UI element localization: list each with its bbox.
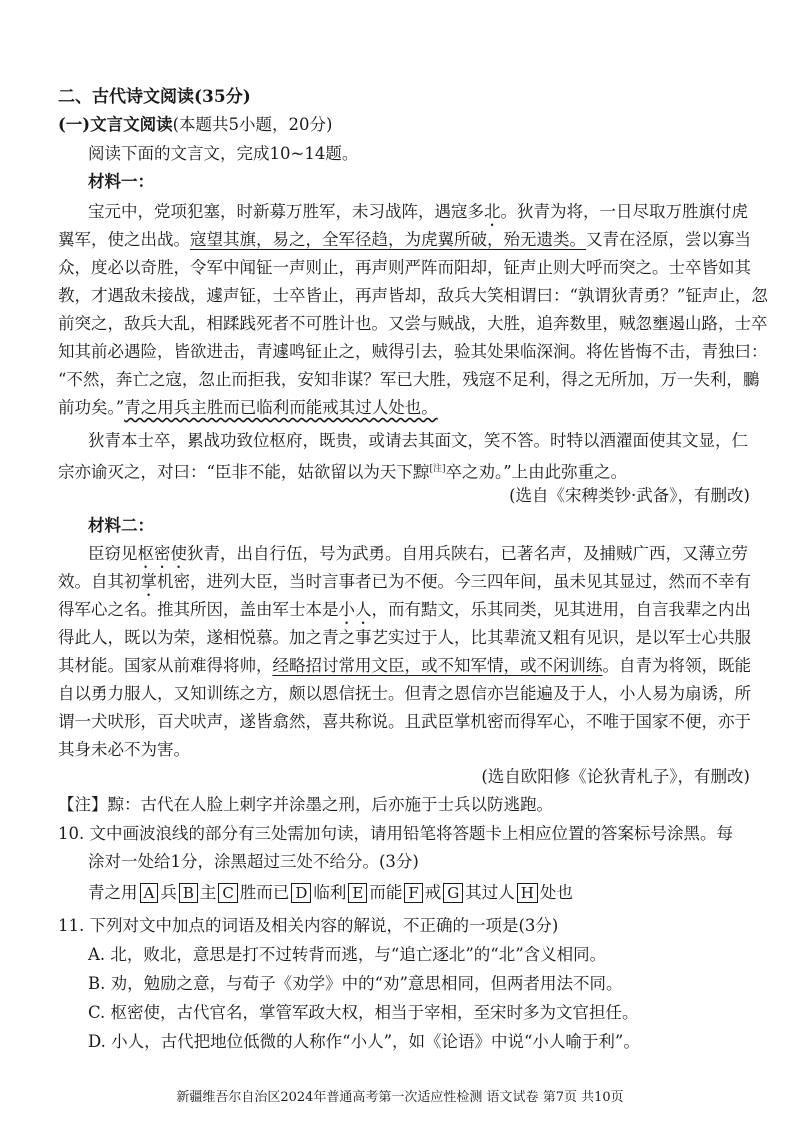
q10-line-2: 涂对一处给1分，涂黑超过三处不给分。(3分) — [88, 852, 419, 871]
m1-line-6: 知其前必遇险，皆欲进击，青遽鸣钲止之，贼得引去，验其处果临深涧。将佐皆悔不击，青独曰： — [58, 342, 768, 361]
m2-dotted-zhang: 掌 — [140, 572, 157, 591]
m1-line-2: 翼军，使之出战。寇望其旗，易之，全军径趋，为虎翼所破，殆无遗类。又青在泾原，尝以寡当 — [58, 230, 751, 249]
m2-dotted-shumishi: 枢密使 — [137, 544, 187, 563]
q10-option-box[interactable]: A — [140, 883, 159, 903]
q10-option-box[interactable]: G — [443, 883, 463, 903]
subsection-title: (一)文言文阅读 — [58, 115, 173, 134]
material1-label: 材料一： — [88, 172, 154, 191]
m1-para2-line-1: 狄青本士卒，累战功致位枢府，既贵，或请去其面文，笑不答。时特以酒濯面使其文显，仁 — [88, 431, 748, 450]
q10-option-box[interactable]: H — [517, 883, 538, 903]
m2-line-1: 臣窃见枢密使狄青，出自行伍，号为武勇。自用兵陕右，已著名声，及捕贼广西，又薄立劳 — [88, 544, 748, 563]
material2-source: (选自欧阳修《论狄青札子》，有删改) — [481, 767, 750, 786]
q10-option-box[interactable]: C — [218, 883, 237, 903]
m2-underlined-sentence: 经略招讨常用文臣，或不知军情，或不闲训练 — [272, 656, 603, 675]
material1-source: (选自《宋稗类钞·武备》，有删改) — [509, 486, 750, 505]
m1-dotted-bei: 北 — [484, 202, 501, 221]
q11-stem: 11. 下列对文中加点的词语及相关内容的解说，不正确的一项是(3分) — [58, 916, 559, 935]
material2-label: 材料二： — [88, 516, 154, 535]
page-footer: 新疆维吾尔自治区2024年普通高考第一次适应性检测 语文试卷 第7页 共10页 — [176, 1090, 624, 1105]
q11-option-d[interactable]: D. 小人，古代把地位低微的人称作“小人”，如《论语》中说“小人喻于利”。 — [88, 1032, 640, 1051]
m1-wavy-sentence: 青之用兵主胜而已临利而能戒其过人处也。 — [124, 398, 438, 417]
m2-line-5: 其材能。国家从前难得将帅，经略招讨常用文臣，或不知军情，或不闲训练。自青为将领，既能 — [58, 656, 751, 675]
m2-line-3: 得军心之名。推其所因，盖由军士本是小人，而有黠文，乐其同类，见其进用，自言我辈之内出 — [58, 600, 751, 619]
q11-option-b[interactable]: B. 劝，勉励之意，与荀子《劝学》中的“劝”意思相同，但两者用法不同。 — [88, 974, 623, 993]
q11-option-a[interactable]: A. 北，败北，意思是打不过转背而逃，与“追亡逐北”的“北”含义相同。 — [88, 945, 607, 964]
q10-option-box[interactable]: F — [404, 883, 422, 903]
m1-underlined-sentence: 寇望其旗，易之，全军径趋，为虎翼所破，殆无遗类。 — [190, 230, 586, 249]
m1-line-3: 众，度必以奇胜，令军中闻钲一声则止，再声则严阵而阳却，钲声止则大呼而突之。士卒皆如其 — [58, 258, 751, 277]
m1-line-1: 宝元中，党项犯塞，时新募万胜军，未习战阵，遇寇多北。狄青为将，一日尽取万胜旗付虎 — [88, 202, 748, 221]
m2-line-8: 其身未必不为害。 — [58, 740, 190, 759]
section-title: 二、古代诗文阅读(35分) — [58, 87, 251, 107]
m1-line-8: 前功矣。”青之用兵主胜而已临利而能戒其过人处也。 — [58, 398, 438, 417]
q10-option-box[interactable]: B — [179, 883, 198, 903]
m2-line-4: 得此人，既以为荣，遂相悦慕。加之青之事艺实过于人，比其辈流又粗有见识，是以军士心共服 — [58, 628, 751, 647]
q11-option-c[interactable]: C. 枢密使，古代官名，掌管军政大权，相当于宰相，至宋时多为文官担任。 — [88, 1003, 639, 1022]
m1-para2-line-2: 宗亦谕灭之，对曰：“臣非不能，姑欲留以为天下黥[注]卒之劝。”上由此弥重之。 — [58, 462, 628, 482]
m2-line-6: 自以勇力服人，又知训练之方，颇以恩信抚士。但青之恩信亦岂能遍及于人，小人易为扇诱，所 — [58, 684, 751, 703]
m2-dotted-xiaoren: 小人 — [338, 600, 372, 619]
q10-option-box[interactable]: D — [291, 883, 311, 903]
m2-line-7: 谓一犬吠形，百犬吠声，遂皆翕然，喜共称说。且武臣掌机密而得军心，不唯于国家不便，亦于 — [58, 712, 751, 731]
m1-line-4: 教，才遇敌未接战，遽声钲，士卒皆止，再声皆却，敌兵大笑相谓曰：“孰谓狄青勇？”钲声止，忽 — [58, 286, 768, 305]
note-marker: [注] — [429, 464, 446, 474]
subsection-heading — [58, 114, 333, 136]
q10-option-box[interactable]: E — [348, 883, 367, 903]
m1-line-7: “不然，奔亡之寇，忽止而拒我，安知非谋？军已大胜，残寇不足利，得之无所加，万一失利，鵩 — [58, 370, 760, 389]
m1-line-5: 前突之，敌兵大乱，相蹂践死者不可胜计也。又尝与贼战，大胜，追奔数里，贼忽壅遏山路，士卒 — [58, 314, 768, 333]
m2-line-2: 效。自其初掌机密，进列大臣，当时言事者已为不便。今三四年间，虽未见其显过，然而不幸有 — [58, 572, 751, 591]
instruction: 阅读下面的文言文，完成10~14题。 — [88, 144, 359, 163]
annotation-note: 【注】黥：古代在人脸上刺字并涂墨之刑，后亦施于士兵以防逃跑。 — [58, 795, 553, 814]
q10-line-1: 10. 文中画波浪线的部分有三处需加句读，请用铅笔将答题卡上相应位置的答案标号涂黑。每 — [58, 824, 733, 843]
subsection-note: (本题共5小题，20分) — [172, 115, 333, 134]
q10-punctuation-row: 青之用 A 兵 B 主 C 胜而已 D 临利 E 而能 F 戒 G 其过人 H 处也 — [88, 883, 573, 902]
